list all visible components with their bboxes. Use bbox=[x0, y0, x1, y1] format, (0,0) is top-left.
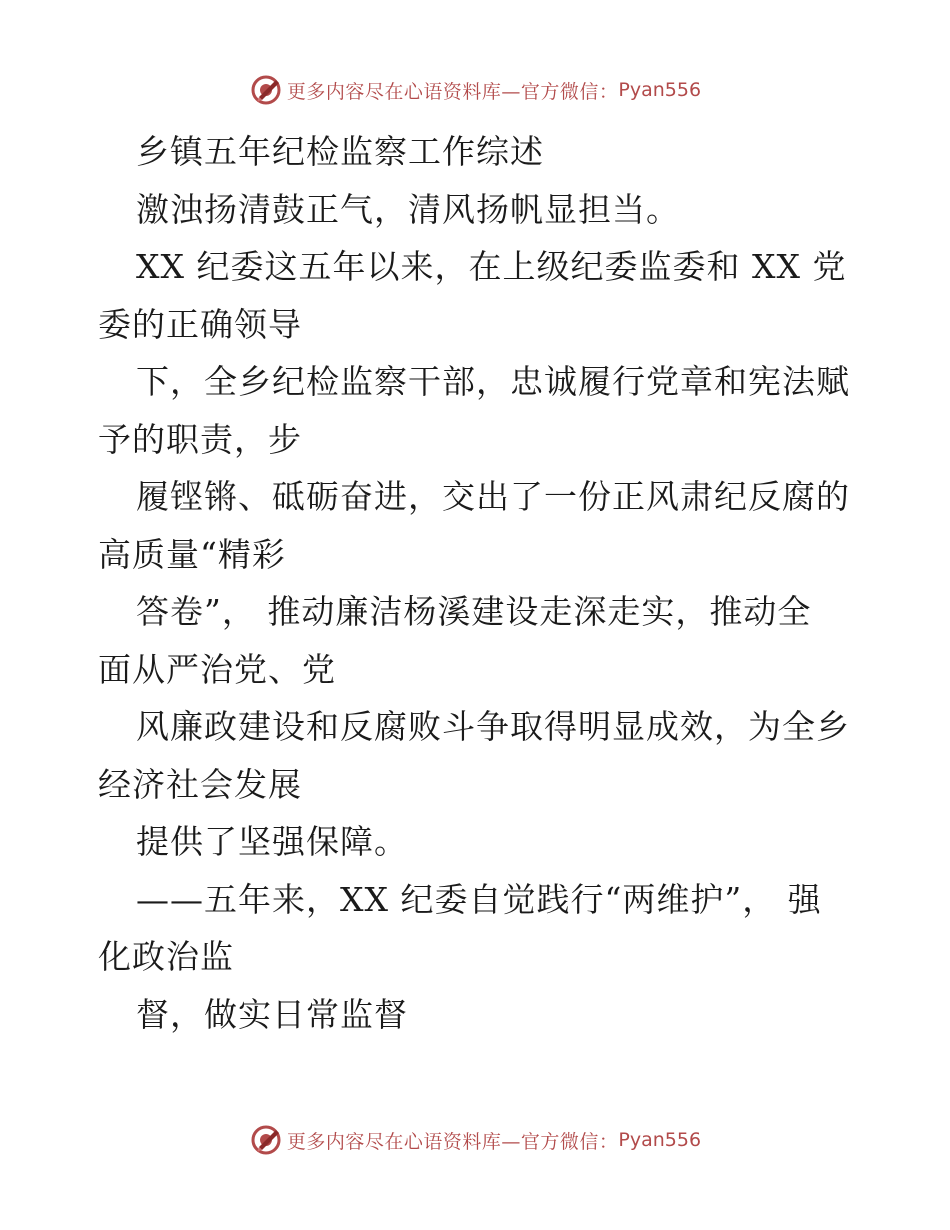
text-line: 予的职责，步 bbox=[98, 419, 302, 459]
text-line: 激浊扬清鼓正气，清风扬帆显担当。 bbox=[136, 189, 680, 229]
text-line: 下，全乡纪检监察干部，忠诚履行党章和宪法赋 bbox=[136, 362, 850, 401]
watermark-wechat-id: Pyan556 bbox=[618, 1129, 702, 1151]
header-watermark bbox=[0, 70, 950, 110]
text-line: 委的正确领导 bbox=[98, 304, 302, 344]
text-line: 答卷”， 推动廉洁杨溪建设走深走实，推动全 bbox=[136, 592, 812, 631]
pen-logo-icon bbox=[249, 1123, 283, 1157]
text-line: 履铿锵、砥砺奋进，交出了一份正风肃纪反腐的 bbox=[136, 477, 850, 516]
text-line: XX 纪委这五年以来，在上级纪委监委和 XX 党 bbox=[136, 247, 847, 286]
text-line: 提供了坚强保障。 bbox=[136, 822, 408, 861]
document-title: 乡镇五年纪检监察工作综述 bbox=[136, 132, 544, 171]
document-body bbox=[98, 123, 858, 1043]
text-line: ——五年来，XX 纪委自觉践行“两维护”， 强 bbox=[136, 879, 822, 919]
watermark-text: 更多内容尽在心语资料库—官方微信： bbox=[286, 1130, 619, 1153]
footer-watermark bbox=[0, 1120, 950, 1160]
watermark-wechat-id: Pyan556 bbox=[618, 79, 702, 101]
pen-logo-icon bbox=[249, 73, 283, 107]
text-line: 经济社会发展 bbox=[98, 764, 302, 804]
text-line: 督，做实日常监督 bbox=[136, 994, 408, 1034]
text-line: 高质量“精彩 bbox=[98, 534, 286, 574]
text-line: 化政治监 bbox=[98, 937, 234, 976]
watermark-text: 更多内容尽在心语资料库—官方微信： bbox=[286, 80, 619, 103]
text-line: 面从严治党、党 bbox=[98, 649, 336, 689]
text-line: 风廉政建设和反腐败斗争取得明显成效，为全乡 bbox=[136, 707, 850, 746]
